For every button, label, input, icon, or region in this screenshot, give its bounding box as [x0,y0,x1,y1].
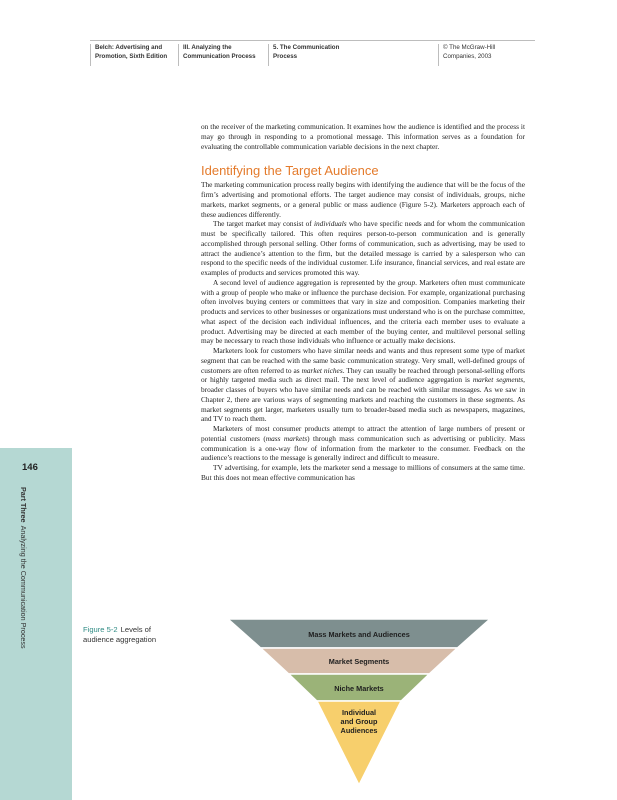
part-title: Analyzing the Communication Process [19,525,28,649]
paragraph-4: Marketers look for customers who have similar needs and wants and thus represent some type of market segment that can be reached with the same basic communication strategy. Very small, well-defined groups of customers are often referred to as market niches. They can usually be reached through personal-selling efforts or highly targeted media such as direct mail. The next level of audience aggregation is market segments, broader classes of buyers who have similar needs and can be reached with similar messages. As we saw in Chapter 2, there are various ways of segmenting markets and reaching the customers in these segments. As market segments get larger, marketers usually turn to broader-based media such as newspapers, magazines, and TV to reach them. [201,346,525,424]
paragraph-2: The target market may consist of individuals who have specific needs and for whom the communication must be specifically tailored. This often requires person-to-person communication and is generally accomplished through personal selling. Other forms of communication, such as advertising, may be used to attract the audience’s attention to the firm, but the detailed message is carried by a salesperson who can respond to the specific needs of the individual customer. Life insurance, financial services, and real estate are examples of products and services promoted this way. [201,219,525,277]
pyramid-label-individual-1: Individual [341,708,377,717]
pyramid-label-individual-2: and Group [340,717,378,726]
pyramid-label-niche: Niche Markets [334,684,384,693]
page-header [90,40,535,67]
running-head [17,487,29,697]
body-text [201,122,525,483]
paragraph-1: The marketing communication process really begins with identifying the audience that will be the focus of the firm’s advertising and promotional efforts. The target audience may consist of individuals, groups, niche markets, market segments, or a general public or mass audience (Figure 5-2). Marketers approach each of these audiences differently. [201,180,525,219]
intro-paragraph: on the receiver of the marketing communication. It examines how the audience is identified and the process it may go through in responding to a promotional message. This information serves as a foundation for evaluating the controllable communication variable decisions in the next chapter. [201,122,525,151]
header-copyright: © The McGraw-Hill Companies, 2003 [438,44,535,66]
figure-label: Figure 5-2 [83,625,118,634]
paragraph-6: TV advertising, for example, lets the marketer send a message to millions of consumers at the same time. But this does not mean effective communication has [201,463,525,482]
header-book-title: Belch: Advertising and Promotion, Sixth Edition [90,44,178,66]
pyramid-label-mass: Mass Markets and Audiences [308,630,410,639]
figure-caption-text: Levels of audience aggregation [83,625,157,644]
paragraph-5: Marketers of most consumer products attempt to attract the attention of large numbers of present or potential customers (mass markets) through mass communication such as advertising or publicity. Mass communication is a one-way flow of information from the marketer to the consumer. Feedback on the audience’s reactions to the message is generally indirect and difficult to measure. [201,424,525,463]
margin-bar [0,448,72,800]
header-chapter: 5. The Communication Process [268,44,438,66]
page-number: 146 [22,462,38,473]
section-heading: Identifying the Target Audience [201,163,379,179]
paragraph-3: A second level of audience aggregation is represented by the group. Marketers often must communicate with a group of people who make or influence the purchase decision. For example, organizational purchasing often involves buying centers or committees that vary in size and composition. Companies marketing their products and services to other businesses or organizations must understand who is on the purchase committee, what aspect of the decision each individual influences, and the criteria each member uses to evaluate a product. Advertising may be directed at each member of the buying center, and multilevel personal selling may be necessary to reach those individuals who influence or actually make decisions. [201,277,525,346]
part-label: Part Three [19,487,28,523]
pyramid-label-individual-3: Audiences [340,726,378,735]
header-part: III. Analyzing the Communication Process [178,44,268,66]
figure-caption [83,625,183,644]
audience-pyramid [228,619,490,785]
pyramid-label-segments: Market Segments [328,657,390,666]
